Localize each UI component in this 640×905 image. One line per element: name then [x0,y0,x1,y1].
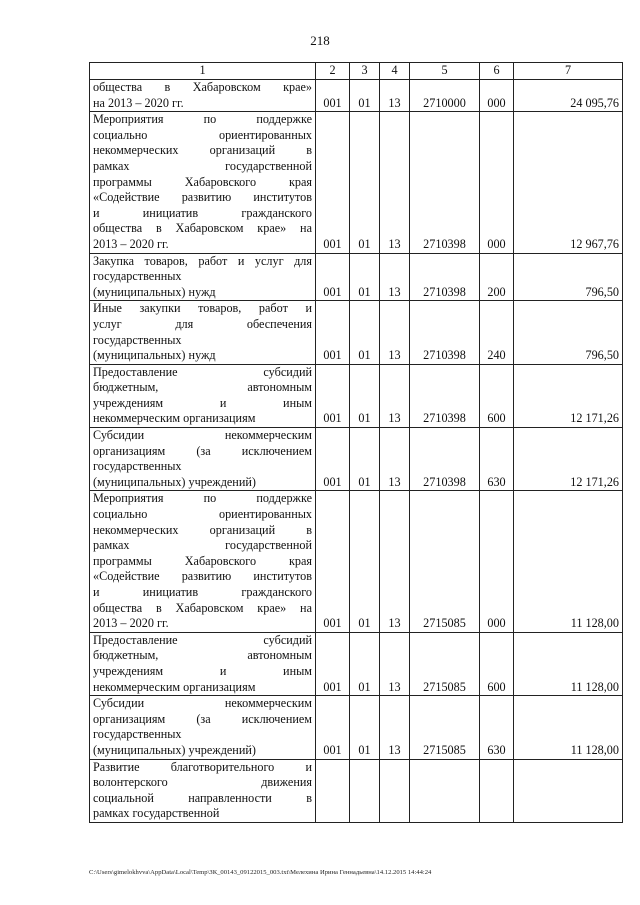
description-line: некоммерческих организаций в [93,522,312,537]
section-code: 01 [350,112,380,253]
section-code: 01 [350,428,380,491]
description-line: на 2013 – 2020 гг. [93,95,184,110]
description-line: общества в Хабаровском крае» на [93,221,312,236]
table-row [90,301,623,364]
expense-type-code: 630 [480,428,514,491]
amount: 796,50 [514,301,623,364]
description-line: государственных [93,459,182,474]
ministry-code: 001 [316,632,350,695]
row-description [90,632,316,695]
target-article-code: 2715085 [410,632,480,695]
table-row [90,112,623,253]
description-line: Мероприятия по поддержке [93,112,312,127]
description-line: и инициатив гражданского [93,585,312,599]
column-header: 4 [380,63,410,80]
row-description [90,696,316,759]
description-line: 2013 – 2020 гг. [93,616,169,631]
column-header: 1 [90,63,316,80]
amount: 11 128,00 [514,491,623,632]
subsection-code: 13 [380,112,410,253]
subsection-code: 13 [380,364,410,427]
description-line: учреждениям и иным [93,395,312,410]
expense-type-code: 000 [480,491,514,632]
table-row [90,428,623,491]
description-line: Предоставление субсидий [93,632,312,647]
subsection-code: 13 [380,696,410,759]
expense-type-code: 600 [480,364,514,427]
ministry-code [316,759,350,822]
description-line: Иные закупки товаров, работ и [93,301,312,316]
description-line: государственных [93,332,182,347]
ministry-code: 001 [316,253,350,301]
expense-type-code: 600 [480,632,514,695]
description-line: 2013 – 2020 гг. [93,236,169,251]
ministry-code: 001 [316,491,350,632]
row-description [90,428,316,491]
column-header: 5 [410,63,480,80]
subsection-code: 13 [380,428,410,491]
description-line: учреждениям и иным [93,663,312,678]
ministry-code: 001 [316,80,350,112]
ministry-code: 001 [316,112,350,253]
description-line: рамках государственной [93,158,312,173]
ministry-code: 001 [316,696,350,759]
table-row [90,632,623,695]
description-line: услуг для обеспечения [93,316,312,331]
description-line: Закупка товаров, работ и услуг для [93,253,312,268]
column-header: 6 [480,63,514,80]
subsection-code: 13 [380,301,410,364]
description-line: бюджетным, автономным [93,648,312,663]
target-article-code: 2715085 [410,491,480,632]
description-line: (муниципальных) учреждений) [93,742,256,757]
amount: 24 095,76 [514,80,623,112]
description-line: Мероприятия по поддержке [93,491,312,506]
expense-type-code: 000 [480,80,514,112]
description-line: «Содействие развитию институтов [93,569,312,584]
row-description [90,112,316,253]
amount [514,759,623,822]
row-description [90,491,316,632]
description-line: некоммерческих организаций в [93,143,312,158]
amount: 12 171,26 [514,428,623,491]
description-line: общества в Хабаровском крае» на [93,600,312,615]
description-line: волонтерского движения [93,775,312,790]
description-line: организациям (за исключением [93,711,312,726]
section-code [350,759,380,822]
ministry-code: 001 [316,301,350,364]
target-article-code: 2710000 [410,80,480,112]
description-line: социальной направленности в [93,790,312,805]
budget-table [89,62,623,823]
column-header: 3 [350,63,380,80]
target-article-code: 2710398 [410,253,480,301]
description-line: государственных [93,269,182,284]
section-code: 01 [350,301,380,364]
amount: 11 128,00 [514,632,623,695]
subsection-code [380,759,410,822]
table-body [90,80,623,823]
description-line: некоммерческим организациям [93,411,256,426]
table-row [90,80,623,112]
table-row [90,253,623,301]
row-description [90,364,316,427]
row-description [90,759,316,822]
file-path-footer: C:\Users\gimelokhvva\AppData\Local\Temp\ЗК_00143_09122015_003.txt\Мелехина Ирина Геннадьевна\14.12.2015 14:44:24 [89,869,432,876]
target-article-code: 2710398 [410,301,480,364]
subsection-code: 13 [380,253,410,301]
section-code: 01 [350,491,380,632]
section-code: 01 [350,253,380,301]
description-line: Субсидии некоммерческим [93,696,312,711]
description-line: (муниципальных) учреждений) [93,474,256,489]
target-article-code [410,759,480,822]
description-line: и инициатив гражданского [93,205,312,220]
subsection-code: 13 [380,80,410,112]
description-line: (муниципальных) нужд [93,284,216,299]
expense-type-code: 000 [480,112,514,253]
row-description [90,253,316,301]
section-code: 01 [350,364,380,427]
ministry-code: 001 [316,428,350,491]
ministry-code: 001 [316,364,350,427]
description-line: общества в Хабаровском крае» [93,80,312,94]
amount: 11 128,00 [514,696,623,759]
row-description [90,80,316,112]
description-line: Предоставление субсидий [93,364,312,379]
expense-type-code: 200 [480,253,514,301]
description-line: «Содействие развитию институтов [93,190,312,205]
expense-type-code: 240 [480,301,514,364]
page-number: 218 [310,33,330,48]
description-line: рамках государственной [93,538,312,553]
description-line: программы Хабаровского края [93,174,312,189]
description-line: (муниципальных) нужд [93,348,216,363]
subsection-code: 13 [380,491,410,632]
target-article-code: 2710398 [410,428,480,491]
column-header: 2 [316,63,350,80]
description-line: рамках государственной [93,806,220,821]
row-description [90,301,316,364]
description-line: социально ориентированных [93,127,312,142]
section-code: 01 [350,632,380,695]
description-line: Развитие благотворительного и [93,759,312,774]
target-article-code: 2710398 [410,364,480,427]
column-header: 7 [514,63,623,80]
expense-type-code: 630 [480,696,514,759]
amount: 12 967,76 [514,112,623,253]
table-row [90,759,623,822]
table-row [90,491,623,632]
description-line: социально ориентированных [93,507,312,522]
table-row [90,364,623,427]
description-line: бюджетным, автономным [93,380,312,395]
section-code: 01 [350,696,380,759]
amount: 12 171,26 [514,364,623,427]
section-code: 01 [350,80,380,112]
description-line: организациям (за исключением [93,443,312,458]
expense-type-code [480,759,514,822]
target-article-code: 2710398 [410,112,480,253]
description-line: некоммерческим организациям [93,679,256,694]
description-line: Субсидии некоммерческим [93,428,312,443]
table-row [90,696,623,759]
description-line: государственных [93,727,182,742]
description-line: программы Хабаровского края [93,553,312,568]
header-row [90,63,623,80]
subsection-code: 13 [380,632,410,695]
target-article-code: 2715085 [410,696,480,759]
amount: 796,50 [514,253,623,301]
